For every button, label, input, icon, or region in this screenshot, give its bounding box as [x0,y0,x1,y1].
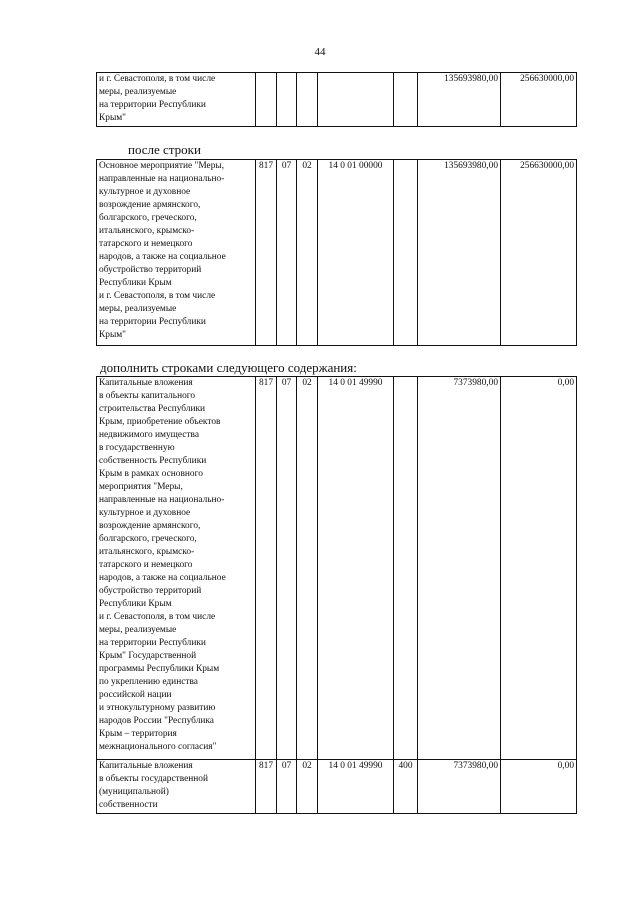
subsection-code: 02 [297,760,318,814]
table-row [97,377,577,760]
budget-table-continuation [96,72,577,127]
amount-year-1: 7373980,00 [418,760,501,814]
row-name: и г. Севастополя, в том числе меры, реализуемые на территории Республики Крым" [97,73,256,127]
budget-table-base-row [96,159,577,346]
amount-year-1: 7373980,00 [418,377,501,760]
expense-type-code [394,377,418,760]
append-rows-heading: дополнить строками следующего содержания: [100,360,357,375]
subsection-code [297,73,318,127]
table-row [97,160,577,346]
target-article-code: 14 0 01 00000 [318,160,394,346]
subsection-code: 02 [297,160,318,346]
ministry-code: 817 [256,160,277,346]
table-row [97,760,577,814]
row-name: Капитальные вложения в объекты капитального строительства Республики Крым, приобретение объектов недвижимого имущества в государственную собственность Республики Крым в рамках основного мероприятия "Меры, направленные на национально- культурное и духовное возрождение армянского, болгарского, греческого, итальянского, крымско- татарского и немецкого народов, а также на социальное обустройство территорий Республики Крым и г. Севастополя, в том числе меры, реализуемые на территории Республики Крым" Государственной программы Республики Крым по укреплению единства российской нации и этнокультурному развитию народов России "Республика Крым – территория межнационального согласия" [97,377,256,760]
target-article-code: 14 0 01 49990 [318,760,394,814]
page-number: 44 [314,46,326,58]
amount-year-2: 256630000,00 [501,160,577,346]
amount-year-2: 256630000,00 [501,73,577,127]
amount-year-1: 135693980,00 [418,73,501,127]
amount-year-2: 0,00 [501,377,577,760]
row-name: Капитальные вложения в объекты государственной (муниципальной) собственности [97,760,256,814]
budget-table-new-rows [96,376,577,814]
target-article-code: 14 0 01 49990 [318,377,394,760]
section-code [277,73,297,127]
ministry-code: 817 [256,377,277,760]
target-article-code [318,73,394,127]
section-code: 07 [277,377,297,760]
row-name: Основное мероприятие "Меры, направленные на национально- культурное и духовное возрождение армянского, болгарского, греческого, итальянского, крымско- татарского и немецкого народов, а также на социальное обустройство территорий Республики Крым и г. Севастополя, в том числе меры, реализуемые на территории Республики Крым" [97,160,256,346]
expense-type-code [394,160,418,346]
after-row-heading: после строки [128,142,201,157]
section-code: 07 [277,160,297,346]
ministry-code: 817 [256,760,277,814]
expense-type-code: 400 [394,760,418,814]
amount-year-1: 135693980,00 [418,160,501,346]
subsection-code: 02 [297,377,318,760]
amount-year-2: 0,00 [501,760,577,814]
ministry-code [256,73,277,127]
table-row [97,73,577,127]
section-code: 07 [277,760,297,814]
expense-type-code [394,73,418,127]
